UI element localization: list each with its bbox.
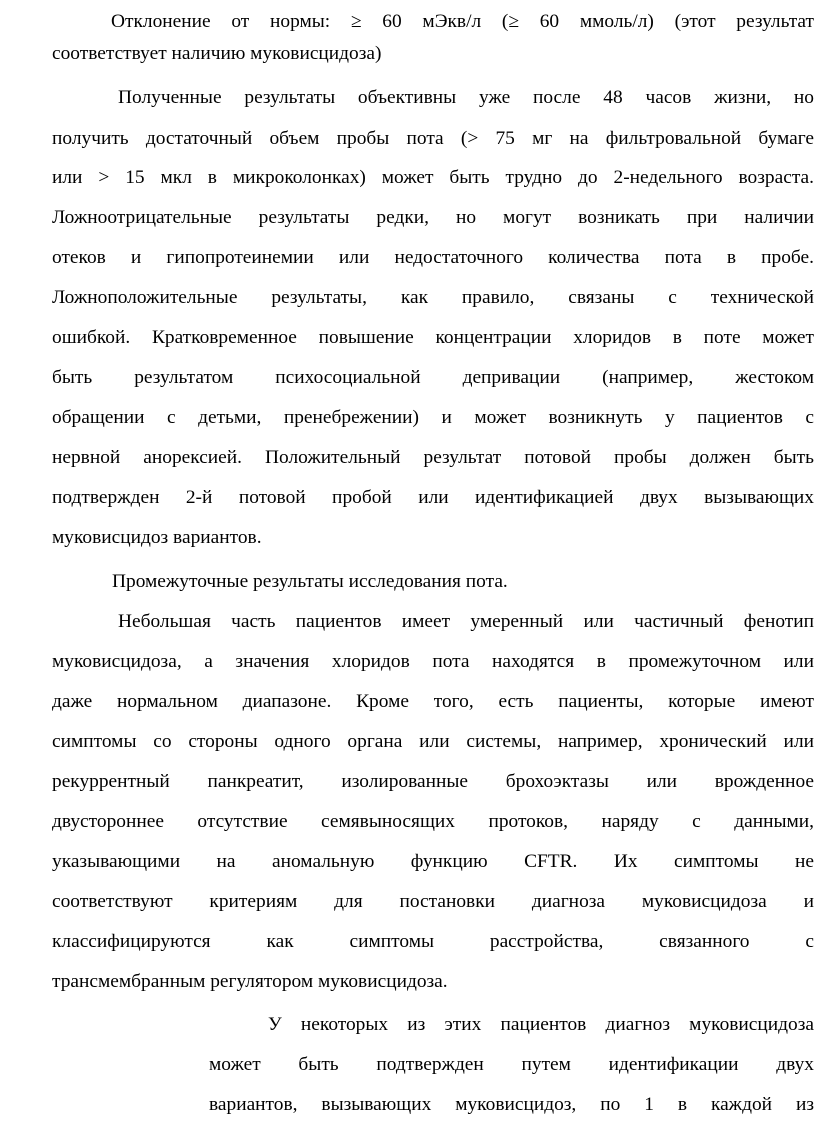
paragraph-1-line-2: соответствует наличию муковисцидоза) (52, 43, 382, 64)
paragraph-2-line-4: Ложноотрицательные результаты редки, но могут возникать при наличии (52, 207, 814, 228)
paragraph-3-line-5: рекуррентный панкреатит, изолированные брохоэктазы или врожденное (52, 771, 814, 792)
paragraph-2-line-8: быть результатом психосоциальной депривации (например, жестоком (52, 367, 814, 388)
paragraph-2-line-12: муковисцидоз вариантов. (52, 527, 262, 548)
paragraph-4-line-3: вариантов, вызывающих муковисцидоз, по 1 в каждой из (209, 1094, 814, 1115)
paragraph-3-line-4: симптомы со стороны одного органа или системы, например, хронический или (52, 731, 814, 752)
paragraph-2-line-10: нервной анорексией. Положительный результат потовой пробы должен быть (52, 447, 814, 468)
section-heading: Промежуточные результаты исследования пота. (112, 571, 508, 592)
paragraph-3-line-3: даже нормальном диапазоне. Кроме того, есть пациенты, которые имеют (52, 691, 814, 712)
paragraph-4-line-2: может быть подтвержден путем идентификации двух (209, 1054, 814, 1075)
paragraph-2-line-11: подтвержден 2-й потовой пробой или идентификацией двух вызывающих (52, 487, 814, 508)
paragraph-2-line-6: Ложноположительные результаты, как правило, связаны с технической (52, 287, 814, 308)
paragraph-2-line-2: получить достаточный объем пробы пота (> 75 мг на фильтровальной бумаге (52, 128, 814, 149)
paragraph-3-line-10: трансмембранным регулятором муковисцидоза. (52, 971, 448, 992)
paragraph-3-line-8: соответствуют критериям для постановки диагноза муковисцидоза и (52, 891, 814, 912)
paragraph-2-line-7: ошибкой. Кратковременное повышение концентрации хлоридов в поте может (52, 327, 814, 348)
paragraph-2-line-9: обращении с детьми, пренебрежении) и может возникнуть у пациентов с (52, 407, 814, 428)
paragraph-2-line-3: или > 15 мкл в микроколонках) может быть трудно до 2-недельного возраста. (52, 167, 814, 188)
paragraph-3-line-1: Небольшая часть пациентов имеет умеренный или частичный фенотип (118, 611, 814, 632)
paragraph-3-line-6: двустороннее отсутствие семявыносящих протоков, наряду с данными, (52, 811, 814, 832)
paragraph-3-line-9: классифицируются как симптомы расстройства, связанного с (52, 931, 814, 952)
paragraph-3-line-2: муковисцидоза, а значения хлоридов пота находятся в промежуточном или (52, 651, 814, 672)
paragraph-4-line-1: У некоторых из этих пациентов диагноз муковисцидоза (268, 1014, 814, 1035)
paragraph-2-line-1: Полученные результаты объективны уже после 48 часов жизни, но (118, 87, 814, 108)
paragraph-2-line-5: отеков и гипопротеинемии или недостаточного количества пота в пробе. (52, 247, 814, 268)
paragraph-3-line-7: указывающими на аномальную функцию CFTR. Их симптомы не (52, 851, 814, 872)
paragraph-1-line-1: Отклонение от нормы: ≥ 60 мЭкв/л (≥ 60 ммоль/л) (этот результат (111, 11, 814, 32)
